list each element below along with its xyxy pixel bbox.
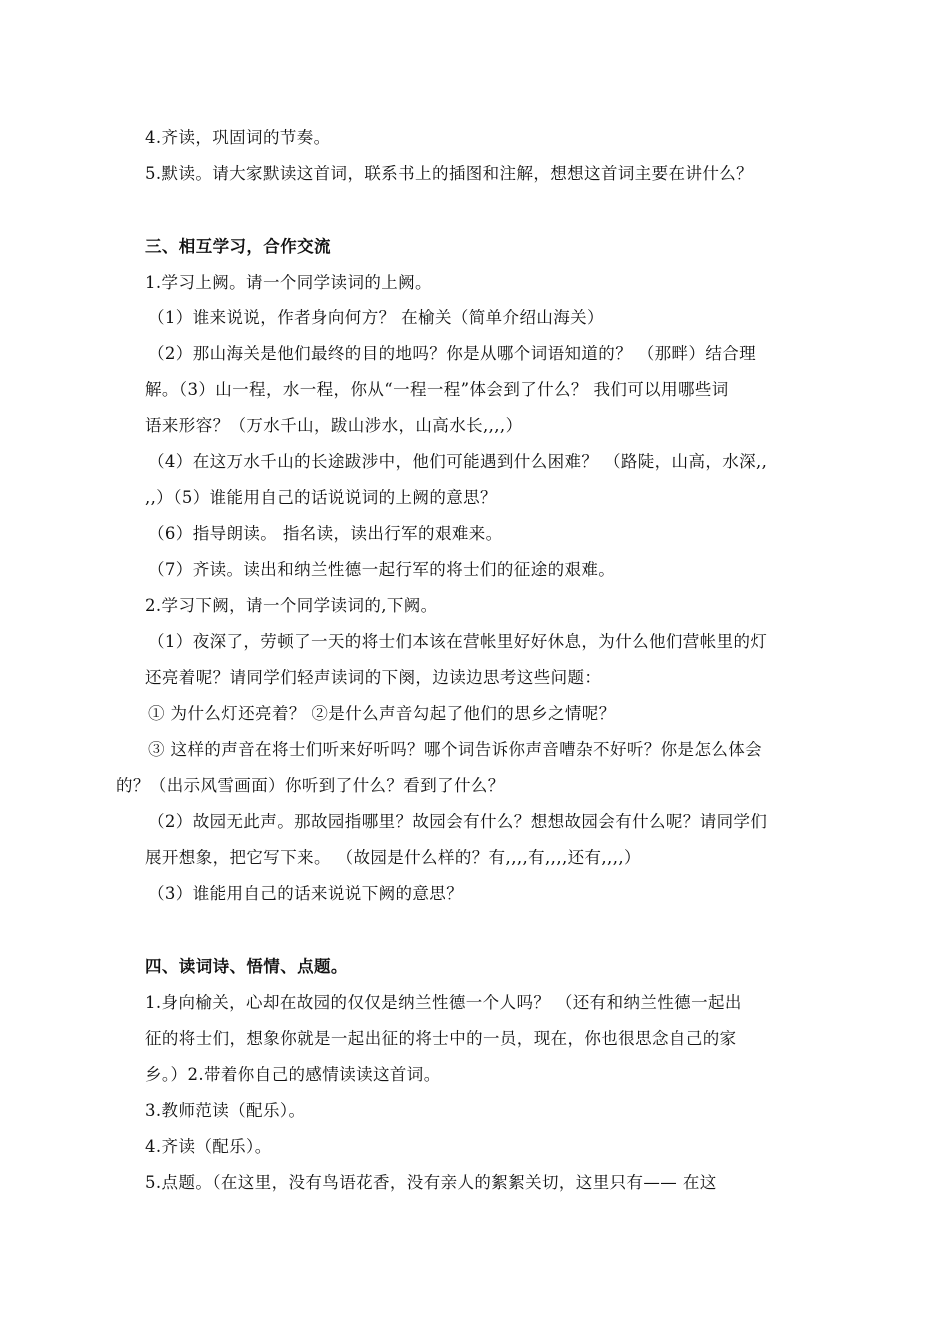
section-heading: 四、读词诗、悟情、点题。 <box>145 957 348 976</box>
text-line: 的？（出示风雪画面）你听到了什么？看到了什么？ <box>116 776 505 795</box>
section-heading: 三、相互学习，合作交流 <box>145 237 331 256</box>
text-line: 4.齐读，巩固词的节奏。 <box>145 128 331 147</box>
text-line: 5.默读。请大家默读这首词，联系书上的插图和注解，想想这首词主要在讲什么？ <box>145 164 754 183</box>
text-line: 解。（3）山一程，水一程，你从“一程一程”体会到了什么？ 我们可以用哪些词 <box>145 380 729 399</box>
text-line: （1）谁来说说，作者身向何方？ 在榆关（简单介绍山海关） <box>148 308 604 327</box>
text-line: 1.身向榆关，心却在故园的仅仅是纳兰性德一个人吗？ （还有和纳兰性德一起出 <box>145 993 742 1012</box>
text-line: 1.学习上阙。请一个同学读词的上阙。 <box>145 273 432 292</box>
text-line: （1）夜深了，劳顿了一天的将士们本该在营帐里好好休息，为什么他们营帐里的灯 <box>148 632 768 651</box>
text-line: 还亮着呢？请同学们轻声读词的下阕，边读边思考这些问题： <box>145 668 602 687</box>
text-line: 征的将士们，想象你就是一起出征的将士中的一员，现在，你也很思念自己的家 <box>145 1029 737 1048</box>
text-line: 语来形容？（万水千山，跋山涉水，山高水长,,,,） <box>145 416 523 435</box>
text-line: 4.齐读（配乐）。 <box>145 1137 272 1156</box>
text-line: 2.学习下阙，请一个同学读词的,下阙。 <box>145 596 438 615</box>
text-line: 3.教师范读（配乐）。 <box>145 1101 306 1120</box>
text-line: 5.点题。（在这里，没有鸟语花香，没有亲人的絮絮关切，这里只有—— 在这 <box>145 1173 717 1192</box>
text-line: （2）故园无此声。那故园指哪里？故园会有什么？想想故园会有什么呢？请同学们 <box>148 812 768 831</box>
text-line: ③ 这样的声音在将士们听来好听吗？哪个词告诉你声音嘈杂不好听？你是怎么体会 <box>148 740 763 759</box>
text-line: 展开想象，把它写下来。 （故园是什么样的？有,,,,有,,,,还有,,,,） <box>145 848 641 867</box>
text-line: （6）指导朗读。 指名读，读出行军的艰难来。 <box>148 524 503 543</box>
text-line: ① 为什么灯还亮着？ ②是什么声音勾起了他们的思乡之情呢？ <box>148 704 616 723</box>
text-line: 乡。）2.带着你自己的感情读读这首词。 <box>145 1065 441 1084</box>
text-line: （2）那山海关是他们最终的目的地吗？你是从哪个词语知道的？ （那畔）结合理 <box>148 344 757 363</box>
text-line: （3）谁能用自己的话来说说下阙的意思？ <box>148 884 464 903</box>
text-line: （7）齐读。读出和纳兰性德一起行军的将士们的征途的艰难。 <box>148 560 616 579</box>
text-line: ,,）（5）谁能用自己的话说说词的上阙的意思？ <box>145 488 497 507</box>
text-line: （4）在这万水千山的长途跋涉中，他们可能遇到什么困难？ （路陡，山高，水深,, <box>148 452 768 471</box>
